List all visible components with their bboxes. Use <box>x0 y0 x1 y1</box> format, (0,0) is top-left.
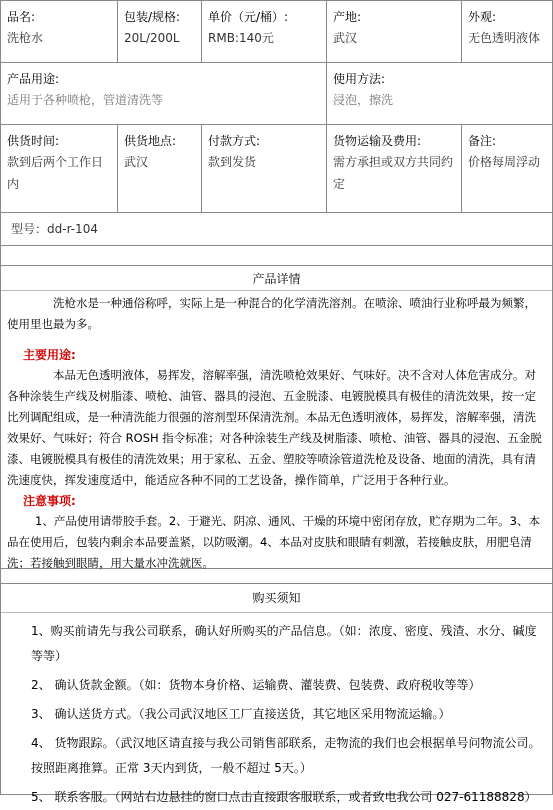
cell-unit-price <box>202 1 327 62</box>
purchase-item-3: 3、 确认送货方式。（我公司武汉地区工厂直接送货，其它地区采用物流运输。） <box>31 707 451 721</box>
label-unit-price: 单价（元/桶）: <box>208 10 289 24</box>
cell-product-name <box>1 1 118 62</box>
label-shipping: 货物运输及费用: <box>333 134 422 148</box>
value-unit-price: RMB:140元 <box>208 31 274 45</box>
cell-supply-time <box>1 125 118 212</box>
spec-row-model <box>1 213 552 246</box>
value-origin: 武汉 <box>333 31 358 45</box>
purchase-title: 购买须知 <box>1 584 552 613</box>
label-origin: 产地: <box>333 10 362 24</box>
spec-row-usage <box>1 63 552 125</box>
label-usage-method: 使用方法: <box>333 72 386 86</box>
label-product-use: 产品用途: <box>7 72 60 86</box>
spec-row-basic <box>1 1 552 63</box>
notice-text: 1、产品使用请带胶手套。2、于避光、阴凉、通风、干燥的环境中密闭存放，贮存期为二年。3、本品在使用后，包装内剩余本品要盖紧，以防吸潮。4、本品对皮肤和眼睛有刺激，若接触皮肤，用肥皂清洗；若接触到眼睛，用大量水冲洗就医。 <box>7 514 540 570</box>
value-package: 20L/200L <box>124 31 180 45</box>
cell-product-use <box>1 63 327 124</box>
product-details-section <box>1 266 552 569</box>
cell-usage-method <box>327 63 552 124</box>
label-appearance: 外观: <box>468 10 497 24</box>
value-payment: 款到发货 <box>208 155 257 169</box>
details-intro: 洗枪水是一种通俗称呼，实际上是一种混合的化学清洗溶剂。在喷涂、喷油行业称呼最为频繁，使用里也最为多。 <box>1 290 552 335</box>
label-supply-time: 供货时间: <box>7 134 60 148</box>
notice-heading: 注意事项: <box>23 494 76 508</box>
cell-package <box>118 1 202 62</box>
purchase-item-5: 5、 联系客服。（网站右边悬挂的窗口点击直接跟客服联系，或者致电我公司 027-61188828） <box>31 790 537 804</box>
cell-shipping <box>327 125 462 212</box>
spec-row-supply <box>1 125 552 213</box>
cell-remark <box>462 125 552 212</box>
value-shipping: 需方承担或双方共同约定 <box>333 155 454 191</box>
value-product-name: 洗枪水 <box>7 31 44 45</box>
cell-appearance <box>462 1 552 62</box>
cell-origin <box>327 1 462 62</box>
label-supply-place: 供货地点: <box>124 134 177 148</box>
main-use-heading: 主要用途: <box>23 348 76 362</box>
value-appearance: 无色透明液体 <box>468 31 541 45</box>
model-number: 型号：dd-r-104 <box>11 222 98 236</box>
value-supply-place: 武汉 <box>124 155 149 169</box>
label-payment: 付款方式: <box>208 134 261 148</box>
purchase-notice-section <box>1 584 552 804</box>
main-use-text: 本品无色透明液体，易挥发，溶解率强，清洗喷枪效果好、气味好。决不含对人体危害成分。对各种涂装生产线及树脂漆、喷枪、油管、器具的浸泡、五金脱漆、电镀脱模具有极佳的清洗效果，按一定比列调配组成，是一种清洗能力很强的溶剂型环保清洗剂。本品无色透明液体，易挥发，溶解率强，清洗效果好、气味好；符合 ROSH 指令标准；对各种涂装生产线及树脂漆、喷枪、油管、器具的浸泡、五金脱漆、电镀脱模具有极佳的清洗效果；用于家私、五金、塑胶等喷涂管道洗枪及设备、地面的清洗，具有清洗速度快，挥发速度适中，能适应各种不同的工艺设备，操作简单，广泛用于各种行业。 <box>7 368 542 487</box>
value-supply-time: 款到后两个工作日内 <box>7 155 104 191</box>
purchase-item-1: 1、购买前请先与我公司联系，确认好所购买的产品信息。（如：浓度、密度、残渣、水分、碱度等等） <box>31 624 537 663</box>
label-product-name: 品名: <box>7 10 36 24</box>
label-remark: 备注: <box>468 134 497 148</box>
spacer-row <box>1 246 552 266</box>
purchase-item-4: 4、 货物跟踪。（武汉地区请直接与我公司销售部联系，走物流的我们也会根据单号问物流公司。按照距离推算。正常 3天内到货，一般不超过 5天。） <box>31 736 541 775</box>
cell-supply-place <box>118 125 202 212</box>
value-product-use: 适用于各种喷枪，管道清洗等 <box>7 93 164 107</box>
purchase-item-2: 2、 确认货款金额。（如：货物本身价格、运输费、灌装费、包装费、政府税收等等） <box>31 678 481 692</box>
label-package: 包装/规格: <box>124 10 181 24</box>
cell-payment <box>202 125 327 212</box>
details-title: 产品详情 <box>252 272 301 286</box>
value-remark: 价格每周浮动 <box>468 155 541 169</box>
cell-model <box>1 213 552 245</box>
value-usage-method: 浸泡，擦洗 <box>333 93 394 107</box>
